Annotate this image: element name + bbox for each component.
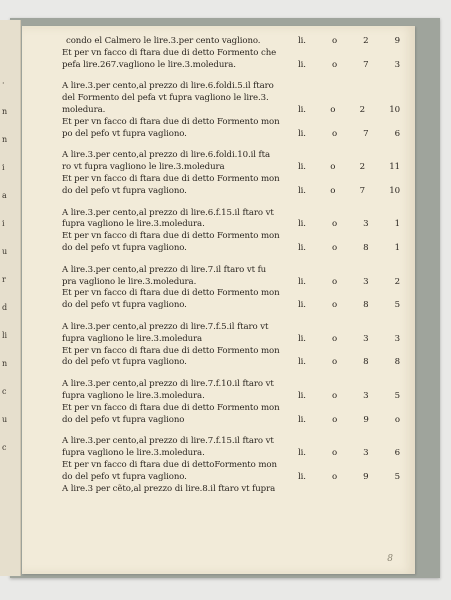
lire-label: li.: [298, 242, 306, 253]
amount-value: 2: [394, 276, 400, 287]
amount-value: 3: [363, 390, 369, 401]
amount-value: o: [330, 162, 336, 173]
line-text: Et per vn facco di ftara due di detto Formento mon: [62, 288, 280, 299]
text-line: [62, 243, 400, 255]
amount-value: 8: [394, 357, 400, 368]
amount-value: o: [332, 128, 338, 139]
line-text: fupra vagliono le lire.3.moledura.: [62, 448, 205, 459]
amount-value: 7: [359, 185, 365, 196]
line-text: do del pefo vt fupra vagliono.: [62, 185, 187, 196]
previous-leaf-marks: [2, 70, 16, 470]
book-page: [22, 26, 415, 574]
amount-column: [298, 219, 400, 231]
previous-leaf-edge: [0, 20, 21, 576]
text-line: [62, 288, 400, 300]
amount-value: 8: [363, 300, 369, 311]
lire-label: li.: [298, 414, 306, 425]
text-line: [62, 460, 400, 472]
line-text: A lire.3.per cento,al prezzo di lire.7.f.5.il ftaro vt: [62, 321, 269, 332]
text-line: [62, 48, 400, 60]
line-text: pra vagliono le lire.3.moledura.: [62, 276, 197, 287]
line-text: Et per vn facco di ftara due di detto Formento mon: [62, 231, 280, 242]
side-mark: n: [2, 359, 8, 368]
side-mark: ·: [2, 79, 5, 88]
page-text: [62, 36, 400, 505]
line-text: Et per vn facco di ftara due di detto Formento mon: [62, 173, 280, 184]
amount-value: 10: [389, 104, 400, 115]
amount-value: o: [330, 185, 336, 196]
amount-value: o: [332, 333, 338, 344]
entry-block: [62, 379, 400, 426]
amount-value: o: [332, 357, 338, 368]
side-mark: a: [2, 191, 7, 200]
amount-value: 9: [363, 471, 369, 482]
text-line: [62, 105, 400, 117]
amount-value: o: [332, 242, 338, 253]
line-text: do del pefo vt fupra vagliono.: [62, 300, 187, 311]
amount-value: 3: [394, 59, 400, 70]
line-text: Et per vn facco di ftara due di detto Formento mon: [62, 345, 280, 356]
amount-value: o: [332, 36, 338, 46]
entry-block: [62, 36, 400, 71]
amount-value: 1: [394, 242, 400, 253]
line-text: A lire.3.per cento,al prezzo di lire.7.f.15.il ftaro vt: [62, 436, 274, 447]
line-text: A lire.3.per cento,al prezzo di lire.7.f.10.il ftaro vt: [62, 379, 274, 390]
side-mark: d: [2, 303, 8, 312]
side-mark: u: [2, 415, 8, 424]
amount-column: [298, 448, 400, 460]
lire-label: li.: [298, 185, 306, 196]
lire-label: li.: [298, 390, 306, 401]
side-mark: n: [2, 135, 8, 144]
line-text: Et per vn facco di ftara due di detto Formento mon: [62, 402, 280, 413]
amount-column: [298, 162, 400, 174]
amount-value: o: [332, 448, 338, 459]
amount-value: o: [332, 390, 338, 401]
text-line: [62, 174, 400, 186]
text-line: [62, 379, 400, 391]
line-text: A lire.3.per cento,al prezzo di lire.6.foldi.10.il fta: [62, 150, 270, 161]
amount-value: o: [332, 414, 338, 425]
entry-block: [62, 265, 400, 312]
amount-value: o: [332, 59, 338, 70]
amount-value: 2: [359, 104, 365, 115]
amount-value: 3: [363, 219, 369, 230]
text-line: [62, 357, 400, 369]
line-text: Et per vn facco di ftara due di dettoFormento mon: [62, 459, 277, 470]
text-line: [62, 415, 400, 427]
line-text: Et per vn facco di ftara due di detto Formento che: [62, 47, 277, 58]
text-line: [62, 117, 400, 129]
amount-value: 5: [394, 390, 400, 401]
amount-value: 6: [394, 128, 400, 139]
amount-value: 9: [363, 414, 369, 425]
line-text: A lire.3.per cento,al prezzo di lire.6.f.15.il ftaro vt: [62, 207, 274, 218]
entry-block: [62, 150, 400, 197]
lire-label: li.: [298, 300, 306, 311]
text-line: [62, 81, 400, 93]
entry-block: [62, 322, 400, 369]
line-text: do del pefo vt fupra vagliono: [62, 414, 185, 425]
amount-column: [298, 36, 400, 48]
lire-label: li.: [298, 219, 306, 230]
amount-column: [298, 129, 400, 141]
line-text: A lire.3.per cento,al prezzo di lire.7.il ftaro vt fu: [62, 264, 267, 275]
line-text: do del pefo vt fupra vagliono.: [62, 242, 187, 253]
amount-value: 2: [363, 36, 369, 46]
line-text: po del pefo vt fupra vagliono.: [62, 128, 187, 139]
text-line: [62, 391, 400, 403]
side-mark: c: [2, 443, 7, 452]
amount-column: [298, 243, 400, 255]
line-text: Et per vn facco di ftara due di detto Formento mon: [62, 116, 280, 127]
text-line: [62, 322, 400, 334]
amount-column: [298, 300, 400, 312]
amount-value: 6: [394, 448, 400, 459]
line-text: A lire.3.per cento,al prezzo di lire.6.foldi.5.il ftaro: [62, 81, 274, 92]
amount-column: [298, 415, 400, 427]
text-line: [62, 231, 400, 243]
side-mark: n: [2, 107, 8, 116]
text-line: [62, 129, 400, 141]
amount-column: [298, 277, 400, 289]
amount-column: [298, 357, 400, 369]
page-number: 8: [387, 554, 393, 564]
side-mark: li: [2, 331, 8, 340]
text-line: [62, 448, 400, 460]
amount-column: [298, 60, 400, 72]
amount-value: 11: [389, 162, 400, 173]
text-line: [62, 150, 400, 162]
entry-block: [62, 208, 400, 255]
amount-column: [298, 105, 400, 117]
side-mark: r: [2, 275, 6, 284]
line-text: condo el Calmero le lire.3.per cento vagliono.: [66, 36, 261, 46]
text-line: [62, 60, 400, 72]
amount-value: 9: [394, 36, 400, 46]
text-line: [62, 277, 400, 289]
lire-label: li.: [298, 162, 306, 173]
amount-column: [298, 186, 400, 198]
lire-label: li.: [298, 471, 306, 482]
text-line: [62, 265, 400, 277]
text-line: [62, 186, 400, 198]
text-line: [62, 346, 400, 358]
line-text: pefa lire.267.vagliono le lire.3.moledura.: [62, 59, 236, 70]
text-line: [62, 436, 400, 448]
line-text: fupra vagliono le lire.3.moledura: [62, 333, 203, 344]
amount-value: o: [394, 414, 400, 425]
amount-value: 10: [389, 185, 400, 196]
entry-block: [62, 81, 400, 140]
text-line: [62, 403, 400, 415]
amount-value: 8: [363, 357, 369, 368]
lire-label: li.: [298, 333, 306, 344]
amount-value: 3: [363, 333, 369, 344]
amount-value: o: [332, 219, 338, 230]
amount-value: 8: [363, 242, 369, 253]
text-line: [62, 208, 400, 220]
line-text: moledura.: [62, 104, 106, 115]
text-line: [62, 162, 400, 174]
amount-value: 2: [359, 162, 365, 173]
lire-label: li.: [298, 36, 306, 46]
side-mark: i: [2, 163, 5, 172]
text-line: [62, 484, 400, 496]
amount-value: 7: [363, 59, 369, 70]
lire-label: li.: [298, 448, 306, 459]
entry-block: [62, 436, 400, 495]
lire-label: li.: [298, 128, 306, 139]
line-text: do del pefo vt fupra vagliono.: [62, 471, 187, 482]
text-line: [62, 472, 400, 484]
amount-value: 5: [394, 471, 400, 482]
text-line: [62, 219, 400, 231]
amount-column: [298, 472, 400, 484]
amount-value: 1: [394, 219, 400, 230]
text-line: [62, 300, 400, 312]
amount-value: 7: [363, 128, 369, 139]
side-mark: i: [2, 219, 5, 228]
line-text: del Formento del pefa vt fupra vagliono le lire.3.: [62, 93, 269, 104]
line-text: ro vt fupra vagliono le lire.3.moledura: [62, 162, 225, 173]
amount-value: 3: [363, 276, 369, 287]
lire-label: li.: [298, 276, 306, 287]
amount-column: [298, 391, 400, 403]
text-line: [62, 93, 400, 105]
side-mark: u: [2, 247, 8, 256]
lire-label: li.: [298, 104, 306, 115]
amount-value: 3: [394, 333, 400, 344]
lire-label: li.: [298, 59, 306, 70]
lire-label: li.: [298, 357, 306, 368]
side-mark: c: [2, 387, 7, 396]
amount-value: o: [332, 276, 338, 287]
line-text: do del pefo vt fupra vagliono.: [62, 357, 187, 368]
line-text: fupra vagliono le lire.3.moledura.: [62, 390, 205, 401]
text-line: [62, 36, 400, 48]
amount-value: o: [330, 104, 336, 115]
amount-value: 5: [394, 300, 400, 311]
text-line: [62, 334, 400, 346]
amount-value: o: [332, 300, 338, 311]
amount-value: 3: [363, 448, 369, 459]
line-text: A lire.3 per cẽto,al prezzo di lire.8.il ftaro vt fupra: [62, 483, 276, 494]
amount-column: [298, 334, 400, 346]
line-text: fupra vagliono le lire.3.moledura.: [62, 219, 205, 230]
amount-value: o: [332, 471, 338, 482]
